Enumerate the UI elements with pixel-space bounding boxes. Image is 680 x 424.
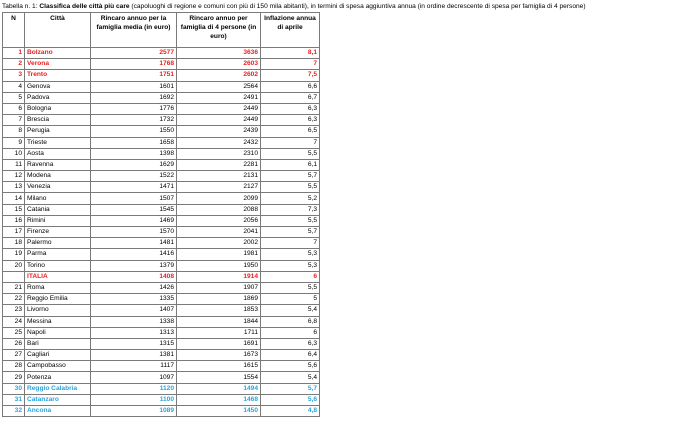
inflation-cell: 5,7 [261,171,320,182]
city-cell: Messina [25,316,91,327]
family-of-four-cell: 2432 [177,137,261,148]
table-row [3,193,320,204]
inflation-cell: 5,6 [261,361,320,372]
city-cell: Firenze [25,227,91,238]
family-of-four-cell: 1615 [177,361,261,372]
table-row [3,406,320,417]
family-of-four-cell: 2041 [177,227,261,238]
family-average-cell: 1732 [91,115,177,126]
inflation-cell: 7 [261,59,320,70]
table-body [3,48,320,417]
city-cell: Aosta [25,148,91,159]
city-cell: Cagliari [25,350,91,361]
family-of-four-cell: 2131 [177,171,261,182]
rank-cell: 7 [3,115,25,126]
inflation-cell: 5,6 [261,394,320,405]
city-cell: Genova [25,81,91,92]
rank-cell: 18 [3,238,25,249]
inflation-cell: 5,3 [261,260,320,271]
rank-cell: 19 [3,249,25,260]
table-row [3,316,320,327]
inflation-cell: 6 [261,271,320,282]
table-row [3,92,320,103]
family-of-four-cell: 1844 [177,316,261,327]
family-of-four-cell: 3636 [177,48,261,59]
city-cell: Campobasso [25,361,91,372]
header-family-average: Rincaro annuo per la famiglia media (in euro) [91,13,177,48]
city-cell: Ancona [25,406,91,417]
rank-cell: 27 [3,350,25,361]
family-of-four-cell: 1981 [177,249,261,260]
table-row [3,383,320,394]
city-cell: Bolzano [25,48,91,59]
city-cell: Roma [25,282,91,293]
family-of-four-cell: 2127 [177,182,261,193]
inflation-cell: 6,6 [261,81,320,92]
inflation-cell: 5 [261,294,320,305]
rank-cell: 22 [3,294,25,305]
rank-cell [3,271,25,282]
city-cell: Bari [25,338,91,349]
table-row [3,249,320,260]
city-cell: Reggio Emilia [25,294,91,305]
inflation-cell: 6,3 [261,103,320,114]
family-average-cell: 1398 [91,148,177,159]
table-row [3,327,320,338]
rank-cell: 17 [3,227,25,238]
inflation-cell: 6,8 [261,316,320,327]
rank-cell: 8 [3,126,25,137]
city-cell: Rimini [25,215,91,226]
caption-title: Classifica delle città più care [39,3,130,10]
family-of-four-cell: 2439 [177,126,261,137]
inflation-cell: 5,2 [261,193,320,204]
city-ranking-table [2,12,320,417]
family-average-cell: 1315 [91,338,177,349]
rank-cell: 12 [3,171,25,182]
inflation-cell: 5,5 [261,182,320,193]
table-row [3,126,320,137]
family-average-cell: 1120 [91,383,177,394]
table-caption [2,2,586,11]
inflation-cell: 5,7 [261,227,320,238]
table-row [3,238,320,249]
family-average-cell: 1335 [91,294,177,305]
city-cell: ITALIA [25,271,91,282]
table-row [3,227,320,238]
city-cell: Torino [25,260,91,271]
family-of-four-cell: 2491 [177,92,261,103]
table-row [3,394,320,405]
inflation-cell: 6,1 [261,159,320,170]
family-of-four-cell: 1853 [177,305,261,316]
city-cell: Catania [25,204,91,215]
table-row [3,148,320,159]
rank-cell: 14 [3,193,25,204]
inflation-cell: 4,8 [261,406,320,417]
family-average-cell: 1768 [91,59,177,70]
family-of-four-cell: 2449 [177,103,261,114]
family-average-cell: 1629 [91,159,177,170]
city-cell: Ravenna [25,159,91,170]
rank-cell: 2 [3,59,25,70]
inflation-cell: 5,3 [261,249,320,260]
header-city: Città [25,13,91,48]
rank-cell: 4 [3,81,25,92]
inflation-cell: 5,5 [261,148,320,159]
family-average-cell: 1601 [91,81,177,92]
city-cell: Brescia [25,115,91,126]
family-average-cell: 1117 [91,361,177,372]
family-of-four-cell: 2310 [177,148,261,159]
table-row [3,137,320,148]
family-average-cell: 1545 [91,204,177,215]
header-row [3,13,320,48]
caption-rest: (capoluoghi di regione e comuni con più di 150 mila abitanti), in termini di spesa aggiuntiva annua (in ordine decrescente di spesa per famiglia di 4 persone) [129,3,586,10]
table-row [3,115,320,126]
rank-cell: 30 [3,383,25,394]
table-row [3,215,320,226]
table-row [3,260,320,271]
family-of-four-cell: 1711 [177,327,261,338]
inflation-cell: 7 [261,238,320,249]
family-average-cell: 1313 [91,327,177,338]
rank-cell: 10 [3,148,25,159]
family-of-four-cell: 2099 [177,193,261,204]
inflation-cell: 7,5 [261,70,320,81]
table-row [3,361,320,372]
city-cell: Palermo [25,238,91,249]
table-row [3,204,320,215]
inflation-cell: 7,3 [261,204,320,215]
table-row [3,372,320,383]
city-cell: Catanzaro [25,394,91,405]
city-cell: Napoli [25,327,91,338]
family-average-cell: 1097 [91,372,177,383]
family-of-four-cell: 1468 [177,394,261,405]
city-cell: Bologna [25,103,91,114]
table-row [3,171,320,182]
rank-cell: 31 [3,394,25,405]
family-average-cell: 1570 [91,227,177,238]
city-cell: Padova [25,92,91,103]
table-row [3,338,320,349]
family-average-cell: 1469 [91,215,177,226]
inflation-cell: 5,5 [261,282,320,293]
family-average-cell: 1776 [91,103,177,114]
city-cell: Parma [25,249,91,260]
family-of-four-cell: 1950 [177,260,261,271]
family-average-cell: 1416 [91,249,177,260]
header-family-of-four: Rincaro annuo per famiglia di 4 persone (in euro) [177,13,261,48]
city-cell: Modena [25,171,91,182]
inflation-cell: 6,7 [261,92,320,103]
inflation-cell: 7 [261,137,320,148]
city-cell: Trieste [25,137,91,148]
family-average-cell: 1089 [91,406,177,417]
family-average-cell: 1407 [91,305,177,316]
table-row [3,271,320,282]
family-average-cell: 1481 [91,238,177,249]
family-average-cell: 1381 [91,350,177,361]
inflation-cell: 5,7 [261,383,320,394]
rank-cell: 23 [3,305,25,316]
rank-cell: 3 [3,70,25,81]
rank-cell: 29 [3,372,25,383]
family-of-four-cell: 1914 [177,271,261,282]
family-average-cell: 1338 [91,316,177,327]
rank-cell: 25 [3,327,25,338]
rank-cell: 32 [3,406,25,417]
city-cell: Perugia [25,126,91,137]
family-of-four-cell: 1450 [177,406,261,417]
table-row [3,159,320,170]
inflation-cell: 6,3 [261,115,320,126]
city-cell: Trento [25,70,91,81]
rank-cell: 11 [3,159,25,170]
family-average-cell: 1426 [91,282,177,293]
family-of-four-cell: 2603 [177,59,261,70]
family-of-four-cell: 1869 [177,294,261,305]
family-average-cell: 2577 [91,48,177,59]
inflation-cell: 6,4 [261,350,320,361]
inflation-cell: 5,5 [261,215,320,226]
city-cell: Venezia [25,182,91,193]
rank-cell: 20 [3,260,25,271]
city-cell: Verona [25,59,91,70]
rank-cell: 15 [3,204,25,215]
family-average-cell: 1522 [91,171,177,182]
rank-cell: 5 [3,92,25,103]
rank-cell: 24 [3,316,25,327]
table-row [3,282,320,293]
rank-cell: 6 [3,103,25,114]
table-row [3,350,320,361]
family-average-cell: 1751 [91,70,177,81]
family-average-cell: 1408 [91,271,177,282]
rank-cell: 21 [3,282,25,293]
rank-cell: 26 [3,338,25,349]
family-of-four-cell: 1673 [177,350,261,361]
inflation-cell: 5,4 [261,372,320,383]
inflation-cell: 6,5 [261,126,320,137]
family-of-four-cell: 2281 [177,159,261,170]
family-average-cell: 1379 [91,260,177,271]
family-average-cell: 1550 [91,126,177,137]
family-of-four-cell: 1494 [177,383,261,394]
family-of-four-cell: 2002 [177,238,261,249]
table-row [3,103,320,114]
family-of-four-cell: 1554 [177,372,261,383]
rank-cell: 9 [3,137,25,148]
family-average-cell: 1100 [91,394,177,405]
table-row [3,81,320,92]
rank-cell: 16 [3,215,25,226]
family-average-cell: 1471 [91,182,177,193]
inflation-cell: 6 [261,327,320,338]
rank-cell: 28 [3,361,25,372]
city-cell: Livorno [25,305,91,316]
family-of-four-cell: 2088 [177,204,261,215]
table-row [3,70,320,81]
family-of-four-cell: 2449 [177,115,261,126]
header-n: N [3,13,25,48]
family-average-cell: 1507 [91,193,177,204]
caption-prefix: Tabella n. 1: [2,3,40,10]
family-of-four-cell: 1907 [177,282,261,293]
table-row [3,294,320,305]
family-of-four-cell: 1691 [177,338,261,349]
inflation-cell: 8,1 [261,48,320,59]
family-average-cell: 1658 [91,137,177,148]
table-row [3,59,320,70]
family-of-four-cell: 2564 [177,81,261,92]
inflation-cell: 5,4 [261,305,320,316]
rank-cell: 13 [3,182,25,193]
family-average-cell: 1692 [91,92,177,103]
city-cell: Potenza [25,372,91,383]
city-cell: Reggio Calabria [25,383,91,394]
inflation-cell: 6,3 [261,338,320,349]
rank-cell: 1 [3,48,25,59]
table-row [3,48,320,59]
family-of-four-cell: 2602 [177,70,261,81]
city-cell: Milano [25,193,91,204]
table-row [3,305,320,316]
family-of-four-cell: 2056 [177,215,261,226]
table-row [3,182,320,193]
header-april-inflation: Inflazione annua di aprile [261,13,320,48]
